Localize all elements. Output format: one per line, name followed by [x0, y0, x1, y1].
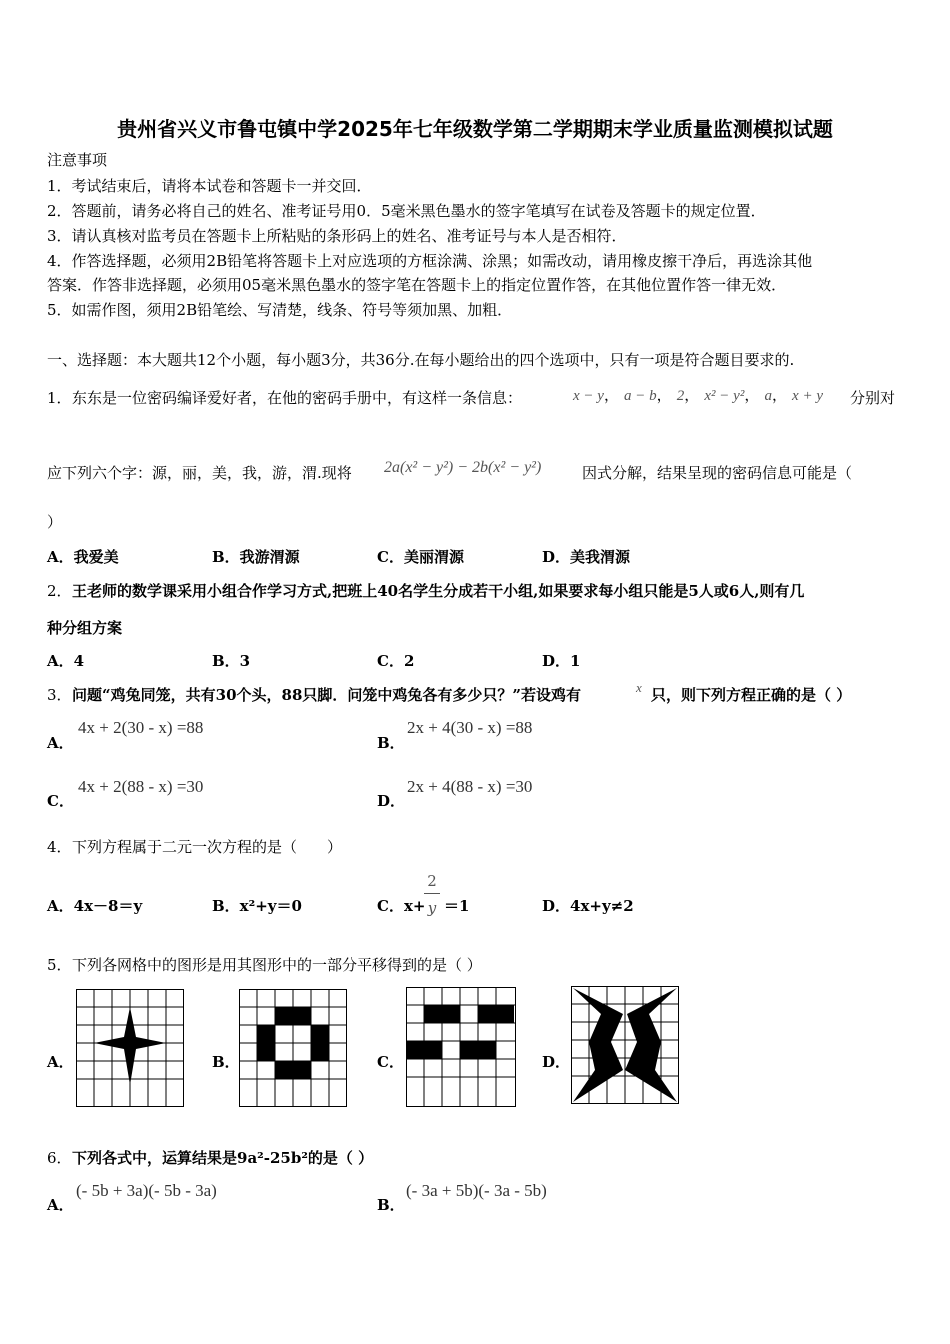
q2-text: 种分组方案	[47, 619, 123, 637]
q5-figure-d	[571, 986, 679, 1104]
q4-option-d: D．4x+y≠2	[542, 897, 634, 915]
notes-item: 答案．作答非选择题，必须用05毫米黑色墨水的签字笔在答题卡上的指定位置作答，在其他位置作答一律无效．	[47, 276, 787, 294]
q6-expression-a: (- 5b + 3a)(- 5b - 3a)	[76, 1181, 217, 1200]
section-heading: 一、选择题：本大题共12个小题，每小题3分，共36分.在每小题给出的四个选项中，只有一项是符合题目要求的.	[47, 351, 795, 369]
q1-info-item: 2	[676, 388, 685, 404]
q1-number: 1．	[47, 389, 72, 407]
q2-option-d: D．1	[542, 652, 581, 670]
q1-option-b: B．我游渭源	[212, 548, 300, 566]
q1-info-sep: ，	[771, 386, 787, 404]
q5-label-b: B．	[212, 1053, 240, 1071]
notes-item: 5．如需作图，须用2B铅笔绘、写清楚，线条、符号等须加黑、加粗．	[47, 301, 513, 319]
q3-text: 问题“鸡兔同笼，共有30个头，88只脚．问笼中鸡兔各有多少只？”若设鸡有	[72, 686, 582, 704]
q1-info-sep: ，	[744, 386, 760, 404]
q1-text: 分别对	[850, 389, 896, 407]
q3-variable: x	[636, 680, 642, 695]
q1-info-sep: ，	[684, 386, 700, 404]
q3-equation-b: 2x + 4(30 - x) =88	[407, 718, 533, 737]
q4-fraction-denominator: y	[427, 899, 437, 917]
q6-label-a: A．	[47, 1196, 74, 1214]
q2-number: 2．	[47, 582, 72, 600]
q5-figure-b	[239, 989, 347, 1107]
q5-text: 下列各网格中的图形是用其图形中的一部分平移得到的是（ ）	[72, 956, 482, 974]
q4-number: 4．	[47, 838, 72, 856]
q5-label-c: C．	[377, 1053, 404, 1071]
q1-info-item: x − y	[573, 388, 604, 404]
notes-heading: 注意事项	[47, 151, 108, 169]
q6-text: 下列各式中，运算结果是9a²-25b²的是（ ）	[72, 1149, 374, 1167]
q1-info-item: a	[764, 388, 772, 404]
q3-label-d: D．	[377, 792, 406, 810]
q2-option-b: B．3	[212, 652, 251, 670]
q1-text: 东东是一位密码编译爱好者，在他的密码手册中，有这样一条信息：	[72, 389, 523, 407]
q1-option-c: C．美丽渭源	[377, 548, 464, 566]
q1-info-sep: ，	[603, 386, 619, 404]
q4-text: 下列方程属于二元一次方程的是（ ）	[72, 838, 343, 856]
notes-item: 3．请认真核对监考员在答题卡上所粘贴的条形码上的姓名、准考证号与本人是否相符．	[47, 227, 627, 245]
q3-label-b: B．	[377, 734, 405, 752]
q5-label-a: A．	[47, 1053, 74, 1071]
q1-expression: 2a(x² − y²) − 2b(x² − y²)	[384, 459, 542, 476]
q6-number: 6．	[47, 1149, 72, 1167]
q1-text: 因式分解，结果呈现的密码信息可能是（	[582, 464, 853, 482]
q3-label-c: C．	[47, 792, 74, 810]
q5-label-d: D．	[542, 1053, 571, 1071]
q1-info-item: x + y	[792, 388, 823, 404]
q5-figure-c	[406, 987, 516, 1107]
q3-text: 只，则下列方程正确的是（ ）	[651, 686, 852, 704]
q2-option-a: A．4	[47, 652, 85, 670]
q1-info-sep: ，	[656, 386, 672, 404]
q1-info	[573, 385, 823, 405]
q2-option-c: C．2	[377, 652, 415, 670]
q2-text: 王老师的数学课采用小组合作学习方式,把班上40名学生分成若干小组,如果要求每小组只能是5人或6人,则有几	[72, 582, 805, 600]
q3-equation-d: 2x + 4(88 - x) =30	[407, 777, 533, 796]
q1-info-item: x² − y²	[704, 388, 745, 404]
q4-option-a: A．4x－8＝y	[47, 897, 143, 915]
q3-equation-c: 4x + 2(88 - x) =30	[78, 777, 204, 796]
q4-option-c-tail: ＝1	[444, 897, 470, 915]
q1-info-item: a − b	[624, 388, 657, 404]
q6-expression-b: (- 3a + 5b)(- 3a - 5b)	[406, 1181, 547, 1200]
q3-number: 3．	[47, 686, 72, 704]
q1-text: ）	[47, 513, 63, 531]
q6-label-b: B．	[377, 1196, 405, 1214]
q4-option-c: C．x+	[377, 897, 426, 915]
notes-item: 2．答题前，请务必将自己的姓名、准考证号用0．5毫米黑色墨水的签字笔填写在试卷及答题卡的规定位置．	[47, 202, 766, 220]
q3-label-a: A．	[47, 734, 74, 752]
q4-option-b: B．x²+y＝0	[212, 897, 302, 915]
q5-figure-a	[76, 989, 184, 1107]
q1-option-d: D．美我渭源	[542, 548, 631, 566]
notes-item: 4．作答选择题，必须用2B铅笔将答题卡上对应选项的方框涂满、涂黑；如需改动，请用橡皮擦干净后，再选涂其他	[47, 252, 813, 270]
q4-fraction-bar	[424, 893, 440, 894]
q1-text: 应下列六个字：源，丽，美，我，游，渭.现将	[47, 464, 352, 482]
notes-item: 1．考试结束后，请将本试卷和答题卡一并交回．	[47, 177, 372, 195]
q3-equation-a: 4x + 2(30 - x) =88	[78, 718, 204, 737]
q5-number: 5．	[47, 956, 72, 974]
page-title: 贵州省兴义市鲁屯镇中学2025年七年级数学第二学期期末学业质量监测模拟试题	[117, 117, 833, 141]
q1-option-a: A．我爱美	[47, 548, 119, 566]
q4-fraction-numerator: 2	[427, 872, 437, 890]
